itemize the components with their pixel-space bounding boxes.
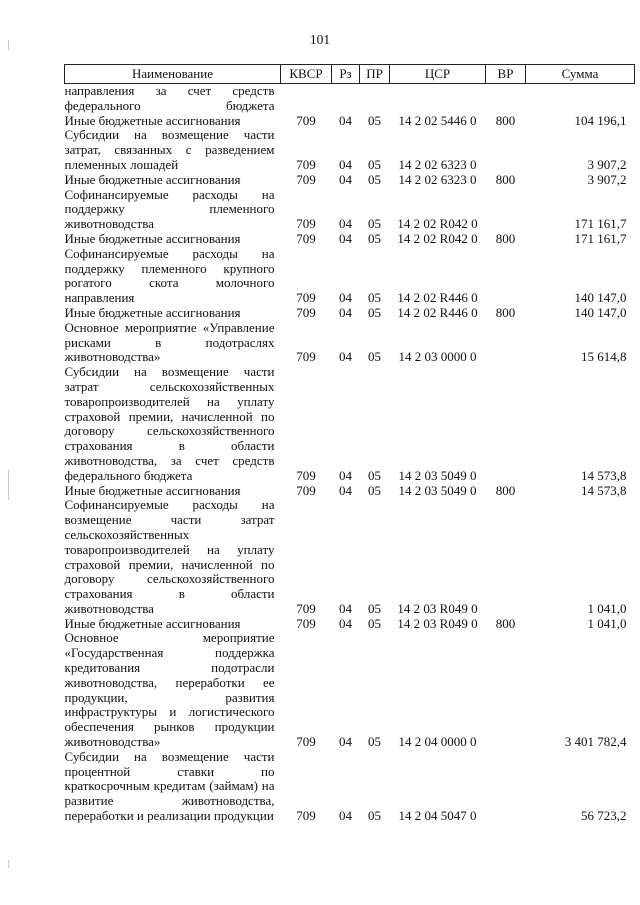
row-sum: 14 573,8 [581, 467, 627, 483]
table-row [65, 188, 635, 232]
row-sum: 140 147,0 [574, 304, 627, 320]
row-vr [486, 247, 526, 306]
row-pr: 05 [368, 230, 381, 246]
table-row [65, 114, 635, 129]
scan-edge-mark [8, 860, 9, 868]
table-row [65, 173, 635, 188]
table-row [65, 750, 635, 824]
row-name: Иные бюджетные ассигнования [64, 112, 241, 128]
row-name: Субсидии на возмещение части затрат сельскохозяйственных товаропроизводителей на уплату страховой премии, начисленной по договору сельскохозяйственного страхования в области животноводства, за счет средств федерального бюджета [64, 364, 275, 483]
table-row [65, 84, 635, 114]
row-kvsr: 709 [296, 600, 316, 616]
row-csr: 14 2 03 R049 0 [397, 615, 478, 631]
row-vr [486, 321, 526, 365]
row-rz: 04 [339, 615, 352, 631]
header-csr: ЦСР [390, 65, 486, 84]
row-kvsr: 709 [296, 304, 316, 320]
table-row [65, 247, 635, 306]
row-pr: 05 [368, 808, 381, 824]
row-csr: 14 2 02 6323 0 [398, 156, 477, 172]
row-rz: 04 [339, 112, 352, 128]
row-sum: 1 041,0 [587, 600, 627, 616]
row-name: Иные бюджетные ассигнования [64, 304, 241, 320]
row-name: Софинансируемые расходы на возмещение части затрат сельскохозяйственных товаропроизводителей на уплату страховой премии, начисленной по договору сельскохозяйственного страхования в области животноводства [64, 497, 275, 616]
row-csr: 14 2 03 5049 0 [398, 482, 477, 498]
row-csr: 14 2 02 R042 0 [397, 216, 478, 232]
row-pr: 05 [368, 467, 381, 483]
table-row [65, 365, 635, 483]
row-csr: 14 2 02 R042 0 [397, 230, 478, 246]
row-kvsr: 709 [296, 349, 316, 365]
row-vr: 800 [495, 482, 516, 498]
table-row [65, 484, 635, 499]
row-sum: 3 401 782,4 [564, 734, 627, 750]
row-pr: 05 [368, 171, 381, 187]
table-row [65, 232, 635, 247]
row-name: Основное мероприятие «Государственная поддержка кредитования подотрасли животноводства, переработки ее продукции, развития инфраструктуры и логистического обеспечения рынков продукции животноводства» [64, 630, 275, 750]
row-name: Субсидии на возмещение части процентной ставки по краткосрочным кредитам (займам) на развитие животноводства, переработки и реализации продукции [64, 748, 275, 824]
header-rz: Рз [332, 65, 360, 84]
row-rz: 04 [339, 734, 352, 750]
table-row [65, 321, 635, 365]
row-rz: 04 [339, 467, 352, 483]
row-pr: 05 [368, 600, 381, 616]
row-rz: 04 [339, 482, 352, 498]
row-csr: 14 2 04 0000 0 [398, 734, 477, 750]
row-vr: 800 [495, 615, 516, 631]
row-rz: 04 [339, 156, 352, 172]
row-name: Софинансируемые расходы на поддержку племенного крупного рогатого скота молочного направления [64, 245, 275, 306]
row-name: Субсидии на возмещение части затрат, связанных с разведением племенных лошадей [64, 127, 275, 172]
row-sum: 14 573,8 [581, 482, 627, 498]
row-vr: 800 [495, 230, 516, 246]
row-kvsr: 709 [296, 171, 316, 187]
table-row [65, 631, 635, 749]
row-rz: 04 [339, 171, 352, 187]
row-rz: 04 [339, 216, 352, 232]
row-sum: 171 161,7 [574, 230, 627, 246]
row-csr: 14 2 04 5047 0 [398, 808, 477, 824]
row-vr: 800 [495, 112, 516, 128]
row-kvsr: 709 [296, 734, 316, 750]
row-csr: 14 2 03 0000 0 [398, 349, 477, 365]
row-sum: 104 196,1 [574, 112, 627, 128]
row-name: Иные бюджетные ассигнования [64, 171, 241, 187]
budget-table-container [64, 64, 634, 824]
scan-edge-mark [8, 470, 9, 500]
table-header [65, 65, 635, 84]
row-rz [332, 84, 360, 114]
row-vr: 800 [495, 171, 516, 187]
row-rz: 04 [339, 230, 352, 246]
row-kvsr: 709 [296, 808, 316, 824]
row-sum: 171 161,7 [574, 216, 627, 232]
row-name: Софинансируемые расходы на поддержку племенного животноводства [64, 186, 275, 232]
row-kvsr: 709 [296, 112, 316, 128]
row-rz: 04 [339, 304, 352, 320]
header-name: Наименование [65, 65, 281, 84]
row-rz: 04 [339, 600, 352, 616]
row-sum: 3 907,2 [587, 156, 627, 172]
row-vr [486, 188, 526, 232]
row-name: направления за счет средств федерального бюджета [64, 83, 275, 113]
row-pr: 05 [368, 482, 381, 498]
row-vr [486, 128, 526, 172]
row-pr: 05 [368, 112, 381, 128]
row-pr: 05 [368, 615, 381, 631]
row-csr: 14 2 03 5049 0 [398, 467, 477, 483]
row-sum: 56 723,2 [581, 808, 627, 824]
row-kvsr: 709 [296, 290, 316, 306]
row-vr [486, 750, 526, 824]
row-csr: 14 2 02 6323 0 [398, 171, 477, 187]
row-pr: 05 [368, 156, 381, 172]
row-vr [486, 631, 526, 749]
row-vr [486, 498, 526, 616]
row-sum: 1 041,0 [587, 615, 627, 631]
page-number: 101 [309, 32, 331, 47]
row-kvsr: 709 [296, 216, 316, 232]
row-sum: 15 614,8 [581, 349, 627, 365]
table-row [65, 128, 635, 172]
row-kvsr: 709 [296, 615, 316, 631]
row-pr: 05 [368, 290, 381, 306]
row-name: Иные бюджетные ассигнования [64, 615, 241, 631]
table-body [65, 84, 635, 824]
row-name: Иные бюджетные ассигнования [64, 230, 241, 246]
table-row [65, 617, 635, 632]
row-sum [526, 84, 635, 114]
row-vr: 800 [495, 304, 516, 320]
row-kvsr: 709 [296, 482, 316, 498]
row-name: Иные бюджетные ассигнования [64, 482, 241, 498]
row-vr [486, 365, 526, 483]
header-sum: Сумма [526, 65, 635, 84]
row-csr: 14 2 03 R049 0 [397, 600, 478, 616]
row-pr: 05 [368, 349, 381, 365]
row-csr [390, 84, 486, 114]
budget-table [64, 64, 635, 824]
row-rz: 04 [339, 290, 352, 306]
table-row [65, 498, 635, 616]
header-kvsr: КВСР [281, 65, 332, 84]
row-csr: 14 2 02 R446 0 [397, 304, 478, 320]
row-kvsr: 709 [296, 156, 316, 172]
row-rz: 04 [339, 349, 352, 365]
table-row [65, 306, 635, 321]
row-pr: 05 [368, 216, 381, 232]
row-rz: 04 [339, 808, 352, 824]
header-vr: ВР [486, 65, 526, 84]
row-sum: 3 907,2 [587, 171, 627, 187]
row-kvsr [281, 84, 332, 114]
row-pr: 05 [368, 304, 381, 320]
header-pr: ПР [360, 65, 390, 84]
row-name: Основное мероприятие «Управление рисками в подотраслях животноводства» [64, 319, 275, 365]
row-pr [360, 84, 390, 114]
row-csr: 14 2 02 5446 0 [398, 112, 477, 128]
row-pr: 05 [368, 734, 381, 750]
row-sum: 140 147,0 [574, 290, 627, 306]
row-kvsr: 709 [296, 467, 316, 483]
row-vr [486, 84, 526, 114]
row-csr: 14 2 02 R446 0 [397, 290, 478, 306]
row-kvsr: 709 [296, 230, 316, 246]
